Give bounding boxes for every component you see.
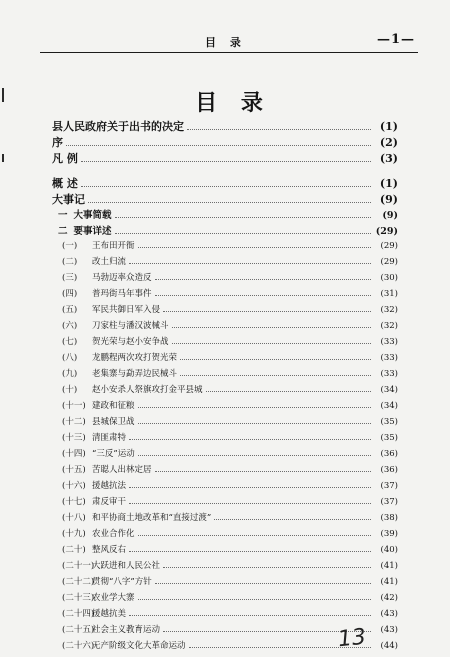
toc-entry-number: (十六)	[62, 481, 86, 491]
handwritten-page-mark: 13	[336, 624, 368, 653]
dot-leader	[172, 327, 371, 328]
toc-entry-number: (十八)	[62, 513, 86, 523]
toc-entry-page: (43)	[380, 625, 398, 635]
toc-entry-label: 县人民政府关于出书的决定	[52, 120, 184, 133]
toc-entry-number: 一	[58, 210, 68, 221]
page-header	[40, 34, 415, 50]
toc-entry-page: (42)	[380, 593, 398, 603]
toc-entry-label: 刀家柱与潘汉波械斗	[92, 321, 169, 331]
toc-entry-label: 大跃进和人民公社	[92, 561, 161, 571]
toc-entry	[62, 303, 398, 315]
toc-entry-page: (40)	[380, 545, 398, 555]
toc-entry-label: 王布田开衙	[92, 241, 135, 251]
toc-entry	[62, 255, 398, 267]
toc-entry-label: 农业合作化	[92, 529, 135, 539]
toc-entry-page: (30)	[380, 273, 398, 283]
toc-entry-page: (9)	[379, 193, 398, 206]
toc-entry-number: (十七)	[62, 497, 86, 507]
toc-entry-page: (29)	[380, 241, 398, 251]
toc-entry-label: 社会主义教育运动	[92, 625, 161, 635]
toc-entry-label: 普玛街马年事件	[92, 289, 152, 299]
toc-entry-label: 贺光荣与赵小安争战	[92, 337, 169, 347]
toc-entry	[58, 223, 398, 237]
toc-entry-label: 马勃迈率众造反	[92, 273, 152, 283]
toc-entry-label: 无产阶级文化大革命运动	[92, 641, 186, 651]
toc-entry	[62, 463, 398, 475]
toc-entry	[62, 479, 398, 491]
dot-leader	[81, 186, 371, 187]
dot-leader	[115, 217, 371, 218]
toc-entry	[62, 543, 398, 555]
dot-leader	[138, 247, 371, 248]
toc-entry-page: (35)	[380, 433, 398, 443]
toc-entry-label: 县城保卫战	[92, 417, 135, 427]
dot-leader	[129, 263, 371, 264]
toc-entry-label: 老集寨与勐弄边民械斗	[92, 369, 178, 379]
toc-entry-number: (五)	[62, 305, 78, 315]
toc-entry-number: (二十四)	[62, 609, 95, 619]
toc-entry-page: (43)	[380, 609, 398, 619]
toc-entry	[62, 511, 398, 523]
toc-entry-label: 农业学大寨	[92, 593, 135, 603]
dot-leader	[172, 343, 371, 344]
dot-leader	[129, 439, 371, 440]
toc-entry-number: (十三)	[62, 433, 86, 443]
toc-entry-label: 援越抗美	[92, 609, 127, 619]
toc-entry	[62, 527, 398, 539]
toc-entry	[62, 239, 398, 251]
dot-leader	[66, 145, 371, 146]
dot-leader	[155, 471, 371, 472]
toc-entry	[62, 383, 398, 395]
toc-entry-label: 援越抗法	[92, 481, 127, 491]
dot-leader	[138, 407, 371, 408]
toc-entry-number: (八)	[62, 353, 78, 363]
toc-entry-label: 整风反右	[92, 545, 127, 555]
dot-leader	[187, 129, 371, 130]
toc-entry-page: (32)	[380, 321, 398, 331]
toc-entry	[62, 351, 398, 363]
toc-entry-number: (十四)	[62, 449, 86, 459]
toc-entry-label: 要事详述	[73, 226, 112, 237]
toc-entry-label: 序	[52, 136, 63, 149]
toc-entry-page: (9)	[382, 210, 398, 221]
dot-leader	[138, 455, 371, 456]
toc-entry	[62, 591, 398, 603]
toc-entry-number: (二十五)	[62, 625, 95, 635]
toc-entry-number: (十九)	[62, 529, 86, 539]
toc-entry-page: (44)	[380, 641, 398, 651]
scan-edge-mark	[2, 154, 4, 162]
toc-entry-number: (二十)	[62, 545, 86, 555]
toc-entry-label: 改土归流	[92, 257, 127, 267]
toc-entry-page: (2)	[379, 136, 398, 149]
dot-leader	[138, 535, 371, 536]
toc-entry-number: (十二)	[62, 417, 86, 427]
toc-entry-label: 肃反审干	[92, 497, 127, 507]
dot-leader	[129, 503, 371, 504]
toc-entry-label: 贯彻“八字”方针	[92, 577, 152, 587]
header-page-number: —1—	[376, 32, 415, 47]
page-title: 目 录	[195, 90, 271, 116]
toc-entry-label: 大事记	[52, 193, 85, 206]
toc-entry-page: (34)	[380, 401, 398, 411]
toc-entry-page: (29)	[380, 257, 398, 267]
toc-entry-label: 凡 例	[52, 152, 78, 165]
dot-leader	[155, 279, 371, 280]
toc-entry-number: (一)	[62, 241, 78, 251]
toc-entry	[62, 495, 398, 507]
toc-entry	[52, 150, 398, 166]
toc-entry	[62, 415, 398, 427]
header-title: 目 录	[205, 36, 246, 49]
toc-entry-number: (十五)	[62, 465, 86, 475]
toc-entry	[62, 335, 398, 347]
toc-entry-page: (31)	[380, 289, 398, 299]
toc-entry-page: (1)	[379, 120, 398, 133]
toc-entry-label: 苦聪人出林定居	[92, 465, 152, 475]
toc-entry	[62, 559, 398, 571]
toc-entry-page: (29)	[375, 226, 398, 237]
dot-leader	[163, 311, 371, 312]
toc-entry-page: (33)	[380, 369, 398, 379]
toc-entry-label: 龙鹏程两次攻打贺光荣	[92, 353, 178, 363]
dot-leader	[138, 423, 371, 424]
toc-entry-label: 军民共御日军入侵	[92, 305, 161, 315]
toc-entry-page: (36)	[380, 465, 398, 475]
toc-entry	[52, 175, 398, 191]
toc-entry-label: 赵小安杀人祭旗攻打金平县城	[92, 385, 203, 395]
toc-entry-page: (1)	[379, 177, 398, 190]
toc-entry-label: 建政和征粮	[92, 401, 135, 411]
toc-entry-number: (九)	[62, 369, 78, 379]
toc-entry	[52, 191, 398, 207]
toc-entry-label: “三反”运动	[92, 449, 135, 459]
toc-entry	[62, 399, 398, 411]
toc-entry-page: (37)	[380, 497, 398, 507]
toc-entry	[62, 319, 398, 331]
toc-entry-number: (四)	[62, 289, 78, 299]
toc-entry-number: (十一)	[62, 401, 86, 411]
toc-entry	[52, 134, 398, 150]
toc-entry-page: (41)	[380, 561, 398, 571]
toc-entry-number: (二)	[62, 257, 78, 267]
toc-entry-number: 二	[58, 226, 68, 237]
toc-entry	[62, 607, 398, 619]
toc-entry-page: (41)	[380, 577, 398, 587]
toc-entry-number: (六)	[62, 321, 78, 331]
toc-entry-page: (35)	[380, 417, 398, 427]
toc-entry	[58, 207, 398, 221]
toc-entry-page: (34)	[380, 385, 398, 395]
toc-entry	[52, 118, 398, 134]
dot-leader	[81, 161, 371, 162]
dot-leader	[88, 202, 371, 203]
toc-entry-page: (3)	[379, 152, 398, 165]
toc-entry-page: (38)	[380, 513, 398, 523]
dot-leader	[163, 567, 371, 568]
toc-entry-number: (三)	[62, 273, 78, 283]
toc-entry-page: (37)	[380, 481, 398, 491]
toc-entry	[62, 431, 398, 443]
dot-leader	[180, 375, 371, 376]
dot-leader	[129, 615, 371, 616]
toc-entry-label: 概 述	[52, 177, 78, 190]
toc-entry	[62, 287, 398, 299]
dot-leader	[180, 359, 371, 360]
header-rule	[40, 52, 418, 53]
dot-leader	[129, 551, 371, 552]
toc-entry-page: (39)	[380, 529, 398, 539]
toc-entry	[62, 575, 398, 587]
dot-leader	[129, 487, 371, 488]
dot-leader	[115, 233, 371, 234]
toc-entry-page: (32)	[380, 305, 398, 315]
toc-entry-label: 清匪肃特	[92, 433, 127, 443]
toc-entry-page: (36)	[380, 449, 398, 459]
toc-entry-number: (七)	[62, 337, 78, 347]
toc-entry-page: (33)	[380, 353, 398, 363]
toc-entry-label: 和平协商土地改革和“直接过渡”	[92, 513, 212, 523]
dot-leader	[138, 599, 371, 600]
toc-entry-label: 大事简载	[73, 210, 112, 221]
toc-entry	[62, 367, 398, 379]
toc-entry-number: (二十六)	[62, 641, 95, 651]
dot-leader	[155, 295, 371, 296]
dot-leader	[155, 583, 371, 584]
toc-entry-page: (33)	[380, 337, 398, 347]
toc-entry-number: (二十一)	[62, 561, 95, 571]
toc-entry-number: (十)	[62, 385, 78, 395]
toc-entry-number: (二十二)	[62, 577, 95, 587]
toc-entry-number: (二十三)	[62, 593, 95, 603]
dot-leader	[214, 519, 371, 520]
toc-entry	[62, 271, 398, 283]
dot-leader	[206, 391, 371, 392]
toc-entry	[62, 447, 398, 459]
